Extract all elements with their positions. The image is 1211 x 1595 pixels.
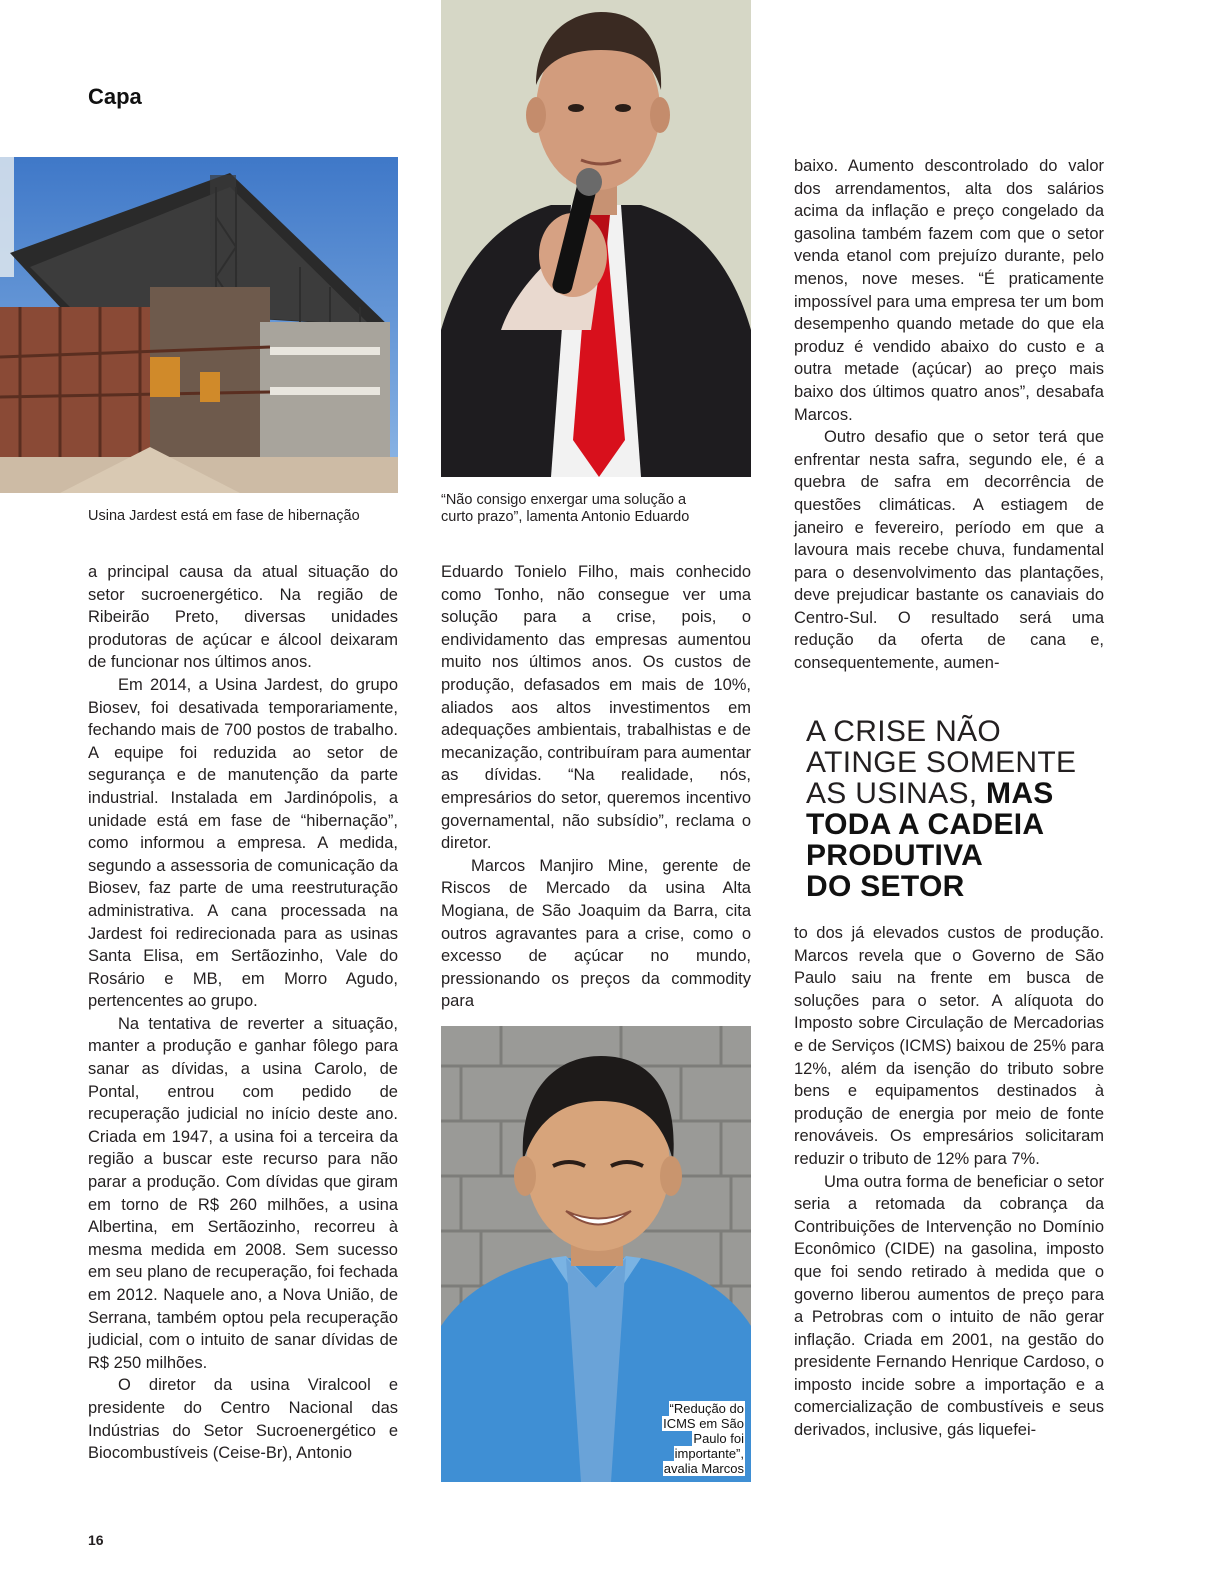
antonio-portrait <box>441 0 751 477</box>
antonio-caption <box>441 492 751 526</box>
pull-quote-line-1: A CRISE NÃO <box>806 715 1002 748</box>
column-1 <box>88 561 398 1465</box>
pull-quote-line-2: ATINGE SOMENTE <box>806 746 1077 779</box>
page-number: 16 <box>88 1532 104 1548</box>
factory-caption: Usina Jardest está em fase de hibernação <box>88 508 360 524</box>
pull-quote-bold-line-2: PRODUTIVA <box>806 839 984 872</box>
antonio-photo <box>441 0 751 477</box>
col3-paragraph-4: Uma outra forma de beneficiar o setor seria a retomada da cobrança da Contribuições de Intervenção no Domínio Econômico (CIDE) na gasolina, imposto que foi sendo retirado à medida que o governo liberou aumentos de preço para a Petrobras com o intuito de não gerar inflação. Criada em 2001, na gestão do presidente Fernando Henrique Cardoso, o imposto incide sobre a importação e a comercialização de combustíveis e seus derivados, inclusive, gás liquefei- <box>794 1172 1104 1440</box>
col1-paragraph-1: a principal causa da atual situação do setor sucroenergético. Na região de Ribeirão Preto, diversas unidades produtoras de açúcar e álcool deixaram de funcionar nos últimos anos. <box>88 563 398 672</box>
pull-quote-bold-line-1: TODA A CADEIA <box>806 808 1045 841</box>
pull-quote-line-3 <box>806 778 1136 809</box>
marcos-photo <box>441 1026 751 1482</box>
col3-paragraph-1: baixo. Aumento descontrolado do valor dos arrendamentos, alta dos salários acima da inflação e preço congelado da gasolina também fazem com que o setor venda etanol com prejuízo durante, pelo menos, nove meses. “É praticamente impossível para uma empresa ter um bom desempenho quando metade do que ela produz é vendido abaixo do custo e a outra metade (açúcar) ao preço mais baixo dos últimos quatro anos”, desabafa Marcos. <box>794 157 1104 424</box>
col1-paragraph-3: Na tentativa de reverter a situação, manter a produção e ganhar fôlego para sanar as dívidas, a usina Carolo, de Pontal, entrou com pedido de recuperação judicial no início deste ano. Criada em 1947, a usina foi a terceira da região a buscar este recurso para não parar a produção. Com dívidas que giram em torno de R$ 260 milhões, a usina Albertina, em Sertãozinho, recorreu à mesma medida em 2008. Sem sucesso em seu plano de recuperação, foi fechada em 2012. Naquele ano, a Nova União, de Serrana, também optou pela recuperação judicial, com o intuito de sanar dívidas de R$ 250 milhões. <box>88 1014 398 1372</box>
col3-paragraph-2: Outro desafio que o setor terá que enfrentar nesta safra, segundo ele, é a quebra de safra em decorrência de questões climáticas. A estiagem de janeiro e fevereiro, período em que a lavoura mais recebe chuva, fundamental para o desenvolvimento das plantações, deve prejudicar bastante os canaviais do Centro-Sul. O resultado será uma redução da oferta de cana e, consequentemente, aumen- <box>794 428 1104 673</box>
antonio-caption-line-1: “Não consigo enxergar uma solução a <box>441 492 687 508</box>
marcos-caption-text: “Redução do ICMS em São Paulo foi importante”, avalia Marcos <box>663 1401 744 1476</box>
column-3-bottom <box>794 922 1104 1442</box>
antonio-caption-line-2: curto prazo”, lamenta Antonio Eduardo <box>441 509 690 525</box>
pull-quote-bold-line-3: DO SETOR <box>806 870 965 903</box>
column-2 <box>441 561 751 1013</box>
column-3-top <box>794 155 1104 675</box>
marcos-caption <box>649 1401 745 1476</box>
factory-photo <box>0 157 398 493</box>
col2-paragraph-1: Eduardo Tonielo Filho, mais conhecido como Tonho, não consegue ver uma solução para a crise, pois, o endividamento das empresas aumentou muito nos últimos anos. Os custos de produção, defasados em mais de 10%, aliados aos altos investimentos em adequações ambientais, trabalhistas e de mecanização, contribuíram para aumentar as dívidas. “Na realidade, nós, empresários do setor, queremos incentivo governamental, não subsídio”, reclama o diretor. <box>441 563 751 853</box>
factory-illustration <box>0 157 398 493</box>
pull-quote-bold-inline: MAS <box>986 777 1054 810</box>
pull-quote-light-inline: AS USINAS, <box>806 777 978 810</box>
pull-quote <box>806 716 1136 902</box>
section-label: Capa <box>88 84 142 109</box>
col1-paragraph-2: Em 2014, a Usina Jardest, do grupo Biosev, foi desativada temporariamente, fechando mais de 700 postos de trabalho. A equipe foi reduzida ao setor de segurança e de manutenção da parte industrial. Instalada em Jardinópolis, a unidade está em fase de “hibernação”, como informou a empresa. A medida, segundo a assessoria de comunicação da Biosev, faz parte de uma reestruturação administrativa. A cana processada na Jardest foi redirecionada para as usinas Santa Elisa, em Sertãozinho, Vale do Rosário e MB, em Morro Agudo, pertencentes ao grupo. <box>88 675 398 1011</box>
col3-paragraph-3: to dos já elevados custos de produção. Marcos revela que o Governo de São Paulo saiu na frente em busca de soluções para o setor. A alíquota do Imposto sobre Circulação de Mercadorias e de Serviços (ICMS) baixou de 25% para 12%, além da isenção do tributo sobre bens e equipamentos destinados à produção de energia por meio de fonte renováveis. Os empresários solicitaram reduzir o tributo de 12% para 7%. <box>794 924 1104 1168</box>
col2-paragraph-2: Marcos Manjiro Mine, gerente de Riscos de Mercado da usina Alta Mogiana, de São Joaquim da Barra, cita outros agravantes para a crise, como o excesso de açúcar no mundo, pressionando os preços da commodity para <box>441 856 751 1011</box>
col1-paragraph-4: O diretor da usina Viralcool e presidente do Centro Nacional das Indústrias do Setor Sucroenergético e Biocombustíveis (Ceise-Br), Antonio <box>88 1376 398 1463</box>
